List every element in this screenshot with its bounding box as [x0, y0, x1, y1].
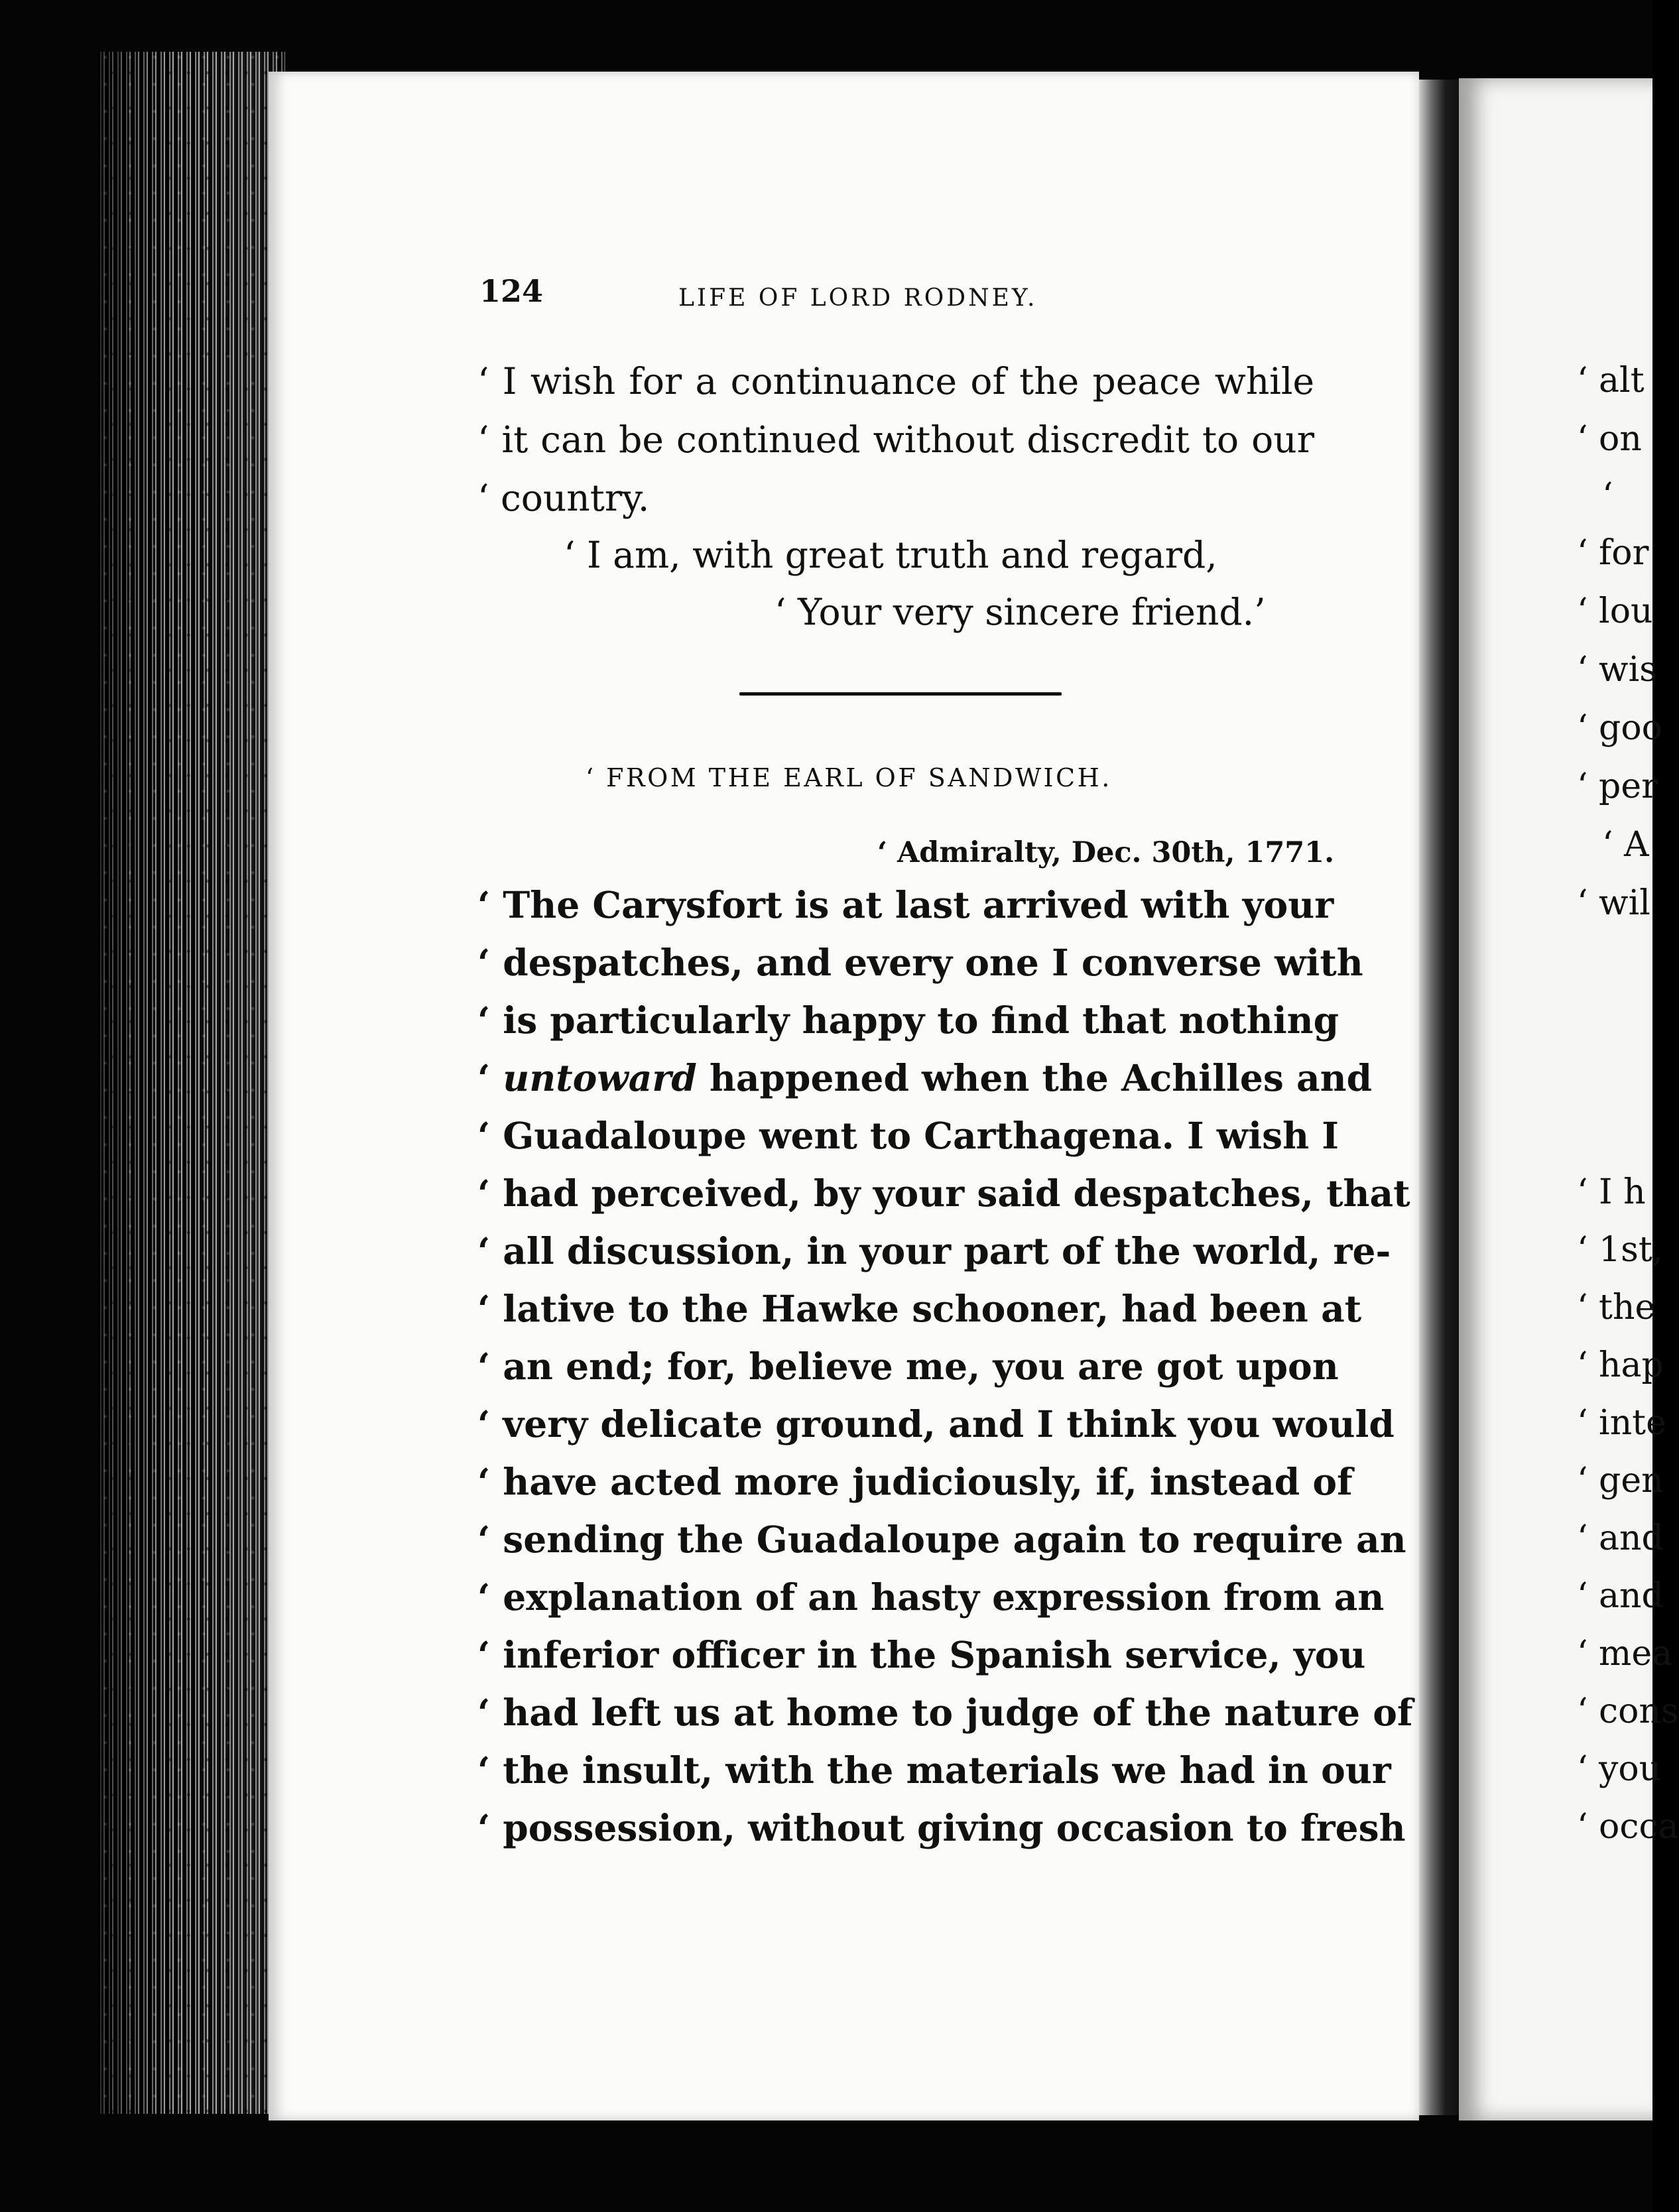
page-number: 124 — [479, 273, 544, 309]
section-divider-rule — [739, 692, 1062, 696]
letter-body-line: ‘ despatches, and every one I converse with — [477, 941, 1363, 984]
letter-body-line: ‘ had left us at home to judge of the nature of — [477, 1691, 1413, 1734]
opening-letter-line-2: ‘ it can be continued without discredit to our — [477, 418, 1314, 461]
facing-line: ‘ for — [1577, 533, 1649, 573]
letter-body-line: ‘ the insult, with the materials we had in our — [477, 1749, 1391, 1792]
running-title: LIFE OF LORD RODNEY. — [678, 284, 1038, 312]
italic-word: untoward — [503, 1056, 697, 1099]
letter-heading: ‘ FROM THE EARL OF SANDWICH. — [586, 763, 1112, 792]
letter-body-line-italic — [477, 1056, 1373, 1099]
facing-line: ‘ wil — [1577, 883, 1650, 923]
facing-line: ‘ 1st, — [1577, 1230, 1664, 1270]
letter-body-line: ‘ The Carysfort is at last arrived with your — [477, 883, 1334, 926]
line-remainder: happened when the Achilles and — [696, 1056, 1373, 1099]
facing-line: ‘ goo — [1577, 708, 1662, 748]
letter-body-line: ‘ possession, without giving occasion to fresh — [477, 1806, 1406, 1849]
letter-body-line: ‘ very delicate ground, and I think you would — [477, 1402, 1395, 1445]
facing-line: ‘ inte — [1577, 1403, 1666, 1443]
facing-line: ‘ hap — [1577, 1345, 1664, 1385]
letter-body-line: ‘ lative to the Hawke schooner, had been at — [477, 1287, 1362, 1330]
letter-body-line: ‘ have acted more judiciously, if, instead of — [477, 1460, 1353, 1503]
letter-signature: ‘ Your very sincere friend.’ — [775, 591, 1266, 633]
facing-line: ‘ wis — [1577, 650, 1657, 690]
letter-closing: ‘ I am, with great truth and regard, — [564, 534, 1217, 576]
letter-body-line: ‘ explanation of an hasty expression from an — [477, 1575, 1385, 1619]
quote-mark: ‘ — [477, 1056, 503, 1099]
stacked-page-edges — [98, 52, 285, 2114]
facing-line: ‘ — [1602, 476, 1613, 516]
facing-line: ‘ occa — [1577, 1807, 1679, 1847]
facing-line: ‘ the — [1577, 1288, 1656, 1327]
facing-line: ‘ cons — [1577, 1691, 1679, 1731]
letter-body-line: ‘ inferior officer in the Spanish service, you — [477, 1633, 1366, 1676]
facing-line: ‘ alt — [1577, 361, 1645, 400]
letter-body-line: ‘ all discussion, in your part of the world, re- — [477, 1229, 1391, 1272]
letter-body-line: ‘ sending the Guadaloupe again to require an — [477, 1518, 1406, 1561]
facing-line: ‘ and — [1577, 1518, 1664, 1558]
letter-body-line: ‘ an end; for, believe me, you are got upon — [477, 1345, 1339, 1388]
facing-line: ‘ gen — [1577, 1461, 1664, 1501]
facing-line: ‘ mea — [1577, 1634, 1673, 1674]
facing-line: ‘ on — [1577, 419, 1642, 459]
facing-line: ‘ A — [1602, 825, 1649, 865]
facing-line: ‘ you — [1577, 1749, 1662, 1789]
letter-body-line: ‘ is particularly happy to find that nothing — [477, 999, 1339, 1042]
facing-line: ‘ lou — [1577, 591, 1653, 631]
facing-line: ‘ and — [1577, 1576, 1664, 1616]
letter-dateline: ‘ Admiralty, Dec. 30th, 1771. — [877, 836, 1335, 869]
facing-line: ‘ per — [1577, 767, 1658, 806]
opening-letter-line-3: ‘ country. — [477, 477, 650, 519]
opening-letter-line-1: ‘ I wish for a continuance of the peace while — [477, 360, 1314, 402]
letter-body-line: ‘ Guadaloupe went to Carthagena. I wish I — [477, 1114, 1339, 1157]
facing-line: ‘ I h — [1577, 1172, 1646, 1212]
letter-body-line: ‘ had perceived, by your said despatches, that — [477, 1172, 1410, 1215]
